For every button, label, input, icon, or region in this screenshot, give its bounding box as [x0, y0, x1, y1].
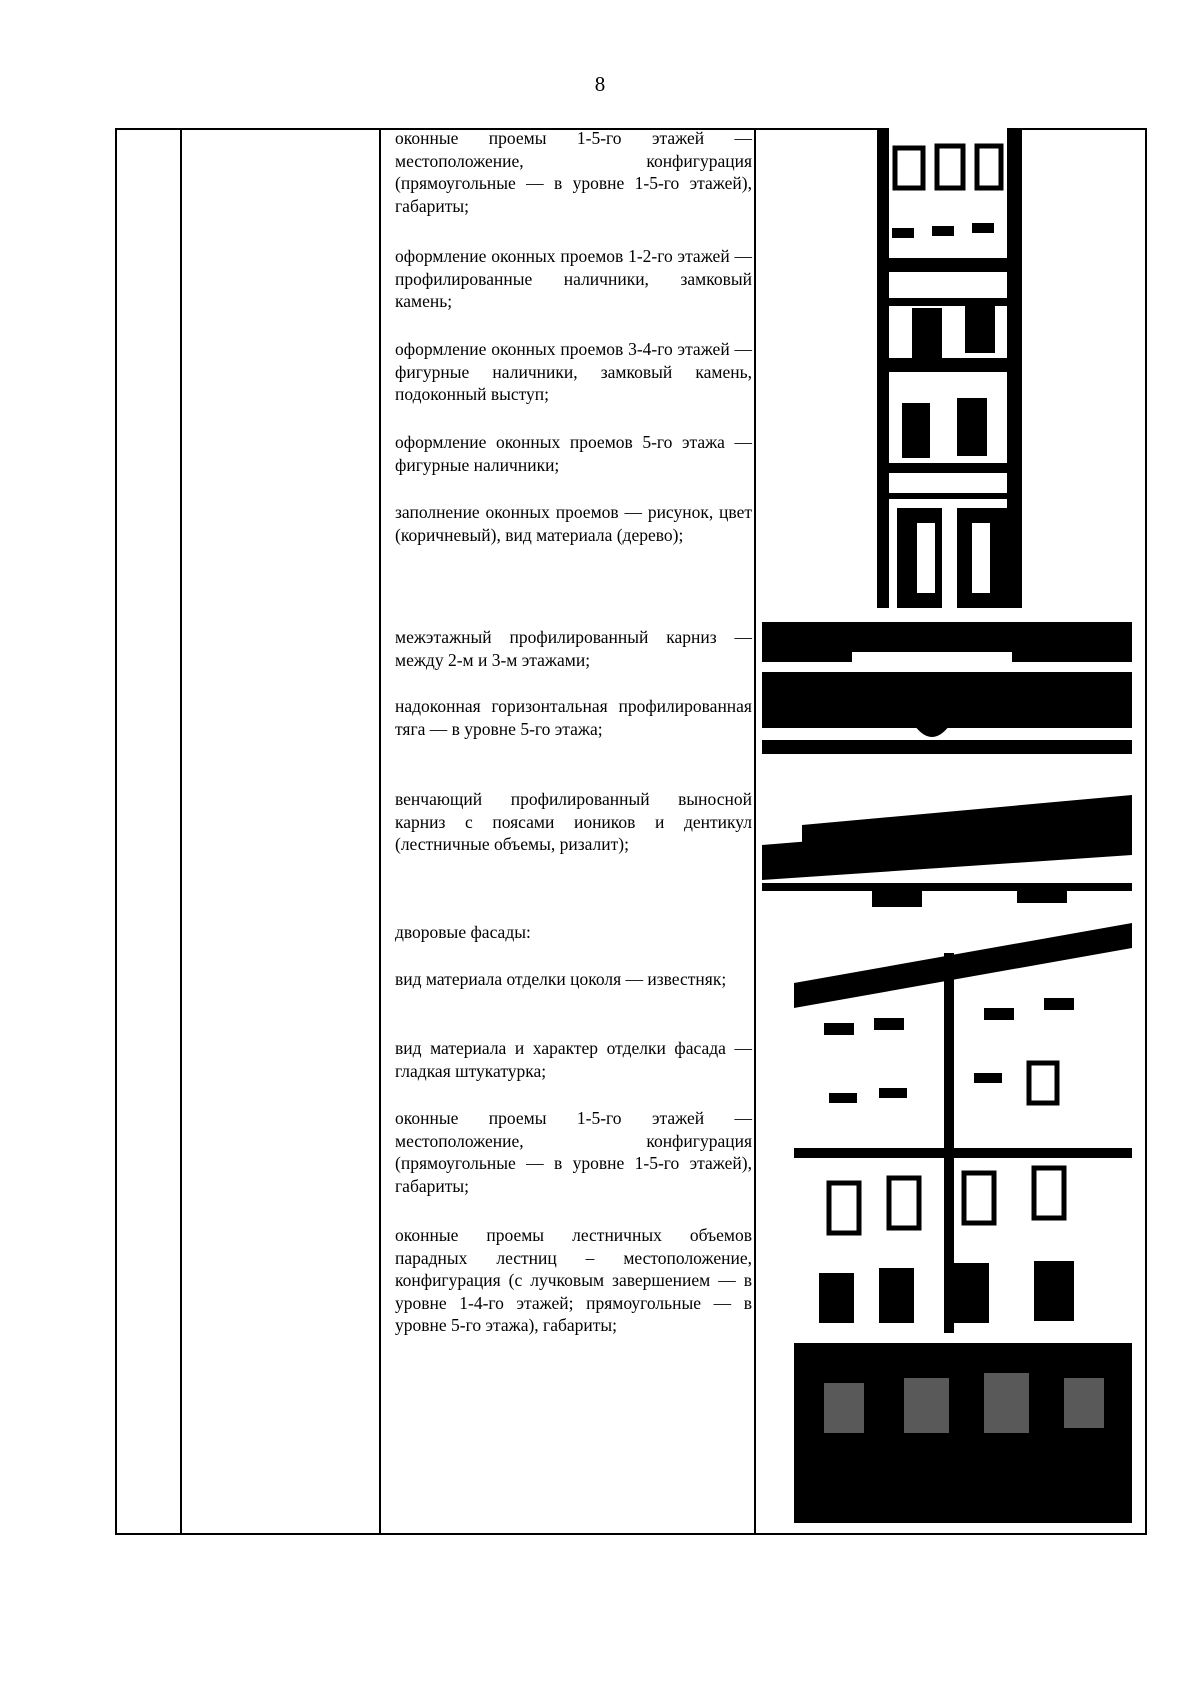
courtyard-facade-photo	[794, 923, 1132, 1523]
heritage-table	[115, 128, 1147, 1535]
paragraph: оформление оконных проемов 5-го этажа — фигурные наличники;	[395, 432, 752, 475]
paragraph: оформление оконных проемов 1-2-го этажей — профилированные наличники, замковый камень;	[395, 246, 752, 312]
paragraph: заполнение оконных проемов — рисунок, цвет (коричневый), вид материала (дерево);	[395, 502, 752, 545]
paragraph: оформление оконных проемов 3-4-го этажей — фигурные наличники, замковый камень, подоконный выступ;	[395, 339, 752, 405]
column-divider	[180, 130, 182, 1533]
paragraph: межэтажный профилированный карниз — между 2-м и 3-м этажами;	[395, 627, 752, 670]
paragraph: оконные проемы 1-5-го этажей — местоположение, конфигурация (прямоугольные — в уровне 1-5-го этажей), габариты;	[395, 1108, 752, 1196]
paragraph: венчающий профилированный выносной карниз с поясами иоников и дентикул (лестничные объемы, ризалит);	[395, 789, 752, 855]
paragraph: оконные проемы лестничных объемов парадных лестниц – местоположение, конфигурация (с лучковым завершением — в уровне 1-4-го этажей; прямоугольные — в уровне 5-го этажа), габариты;	[395, 1225, 752, 1336]
column-divider	[754, 130, 756, 1533]
paragraph: вид материала и характер отделки фасада — гладкая штукатурка;	[395, 1038, 752, 1081]
interfloor-cornice-photo	[762, 622, 1132, 757]
paragraph: дворовые фасады:	[395, 922, 531, 942]
paragraph: надоконная горизонтальная профилированная тяга — в уровне 5-го этажа;	[395, 696, 752, 739]
column-divider	[379, 130, 381, 1533]
paragraph: вид материала отделки цоколя — известняк;	[395, 969, 727, 989]
street-facade-windows-photo	[877, 128, 1022, 608]
page-number: 8	[594, 72, 606, 96]
paragraph: оконные проемы 1-5-го этажей — местоположение, конфигурация (прямоугольные — в уровне 1-5-го этажей), габариты;	[395, 128, 752, 216]
crowning-cornice-photo	[762, 795, 1132, 910]
